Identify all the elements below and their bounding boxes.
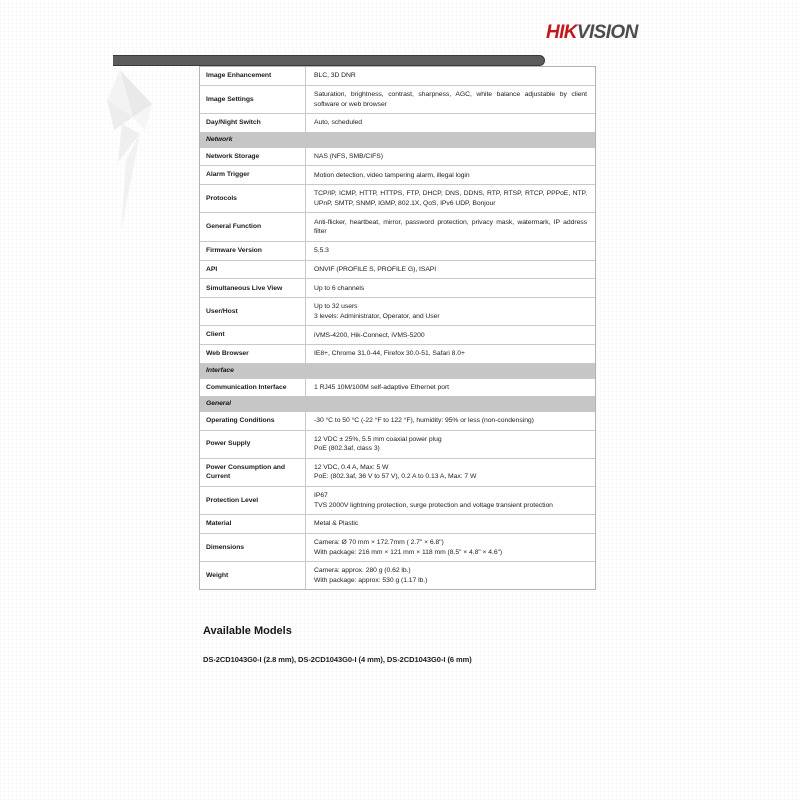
spec-label: Power Supply: [200, 431, 306, 458]
spec-value-line: PoE: (802.3af, 36 V to 57 V), 0.2 A to 0.13 A, Max: 7 W: [314, 473, 477, 481]
spec-label: Protocols: [200, 185, 306, 212]
spec-label: Network Storage: [200, 148, 306, 166]
spec-row: [200, 67, 595, 86]
spec-value: TCP/IP, ICMP, HTTP, HTTPS, FTP, DHCP, DNS, DDNS, RTP, RTSP, RTCP, PPPoE, NTP, UPnP, SMTP, SNMP, IGMP, 802.1X, QoS, IPv6 UDP, Bonjour: [314, 190, 587, 207]
spec-label: Dimensions: [200, 534, 306, 561]
spec-label: Firmware Version: [200, 242, 306, 260]
spec-row: [200, 379, 595, 398]
spec-label: Material: [200, 515, 306, 533]
spec-row: [200, 326, 595, 345]
spec-value: NAS (NFS, SMB/CIFS): [314, 152, 383, 160]
spec-label: Image Enhancement: [200, 67, 306, 85]
spec-row: [200, 148, 595, 167]
spec-row: [200, 459, 595, 487]
spec-value: -30 °C to 50 °C (-22 °F to 122 °F), humidity: 95% or less (non-condensing): [314, 417, 534, 425]
logo-vision-text: VISION: [576, 22, 638, 43]
spec-label: Image Settings: [200, 86, 306, 113]
spec-value-line: PoE (802.3af, class 3): [314, 445, 380, 453]
spec-row: [200, 562, 595, 589]
header-divider-bar: [113, 55, 545, 66]
spec-label: Operating Conditions: [200, 412, 306, 430]
spec-value: [306, 487, 595, 514]
spec-row: [200, 345, 595, 364]
spec-row: [200, 487, 595, 515]
spec-row: [200, 261, 595, 280]
spec-value-line: Camera: approx. 280 g (0.62 lb.): [314, 567, 411, 575]
watermark-arrow-icon: [100, 66, 162, 238]
spec-value: [306, 459, 595, 486]
spec-row: [200, 298, 595, 326]
spec-row: [200, 431, 595, 459]
spec-row: [200, 114, 595, 133]
hikvision-logo: [546, 22, 638, 44]
spec-label: Day/Night Switch: [200, 114, 306, 132]
spec-row: [200, 515, 595, 534]
spec-value: Auto, scheduled: [314, 119, 362, 127]
spec-value: [306, 431, 595, 458]
spec-value: [306, 562, 595, 589]
spec-value: Metal & Plastic: [314, 520, 359, 528]
spec-value: IE8+, Chrome 31.0-44, Firefox 30.0-51, Safari 8.0+: [314, 350, 465, 358]
spec-row: [200, 86, 595, 114]
spec-value-line: IP67: [314, 492, 328, 500]
spec-value: Up to 6 channels: [314, 284, 365, 292]
spec-value-line: TVS 2000V lightning protection, surge protection and voltage transient protection: [314, 501, 553, 509]
spec-row: [200, 279, 595, 298]
spec-value: Motion detection, video tampering alarm, illegal login: [314, 171, 470, 179]
spec-row: [200, 213, 595, 241]
spec-row: [200, 412, 595, 431]
spec-label: User/Host: [200, 298, 306, 325]
spec-value: [306, 298, 595, 325]
spec-value-line: 12 VDC, 0.4 A, Max: 5 W: [314, 463, 389, 471]
available-models-list: DS-2CD1043G0-I (2.8 mm), DS-2CD1043G0-I (4 mm), DS-2CD1043G0-I (6 mm): [203, 655, 472, 664]
spec-value-line: Camera: Ø 70 mm × 172.7mm ( 2.7" × 6.8"): [314, 539, 444, 547]
spec-label: Weight: [200, 562, 306, 589]
spec-label: API: [200, 261, 306, 279]
spec-label: Client: [200, 326, 306, 344]
spec-label: Alarm Trigger: [200, 166, 306, 184]
spec-value: iVMS-4200, Hik-Connect, iVMS-5200: [314, 331, 425, 339]
section-header-network: Network: [200, 133, 595, 148]
spec-value-line: With package: approx: 530 g (1.17 lb.): [314, 576, 428, 584]
spec-value-line: 12 VDC ± 25%, 5.5 mm coaxial power plug: [314, 435, 442, 443]
spec-value: [306, 534, 595, 561]
logo-hik-text: HIK: [546, 22, 577, 43]
spec-value: Anti-flicker, heartbeat, mirror, password protection, privacy mask, watermark, IP address filter: [314, 218, 587, 236]
spec-value: ONVIF (PROFILE S, PROFILE G), ISAPI: [314, 265, 437, 273]
spec-value: BLC, 3D DNR: [314, 72, 356, 80]
section-header-interface: Interface: [200, 364, 595, 379]
spec-value-line: With package: 216 mm × 121 mm × 118 mm (8.5" × 4.8" × 4.6"): [314, 548, 503, 556]
spec-label: General Function: [200, 213, 306, 240]
spec-row: [200, 185, 595, 213]
spec-label: Communication Interface: [200, 379, 306, 397]
spec-table: [199, 66, 596, 590]
spec-value-line: 3 levels: Administrator, Operator, and User: [314, 312, 440, 320]
spec-value: 5.5.3: [314, 247, 329, 255]
spec-value: 1 RJ45 10M/100M self-adaptive Ethernet port: [314, 383, 449, 391]
spec-value: Saturation, brightness, contrast, sharpness, AGC, white balance adjustable by client software or web browser: [314, 90, 587, 108]
spec-row: [200, 242, 595, 261]
spec-row: [200, 534, 595, 562]
spec-label: Power Consumption and Current: [200, 459, 306, 486]
spec-label: Simultaneous Live View: [200, 279, 306, 297]
available-models-heading: Available Models: [203, 625, 292, 637]
spec-label: Protection Level: [200, 487, 306, 514]
section-header-general: General: [200, 397, 595, 412]
spec-value-line: Up to 32 users: [314, 303, 358, 311]
spec-label: Web Browser: [200, 345, 306, 363]
spec-row: [200, 166, 595, 185]
